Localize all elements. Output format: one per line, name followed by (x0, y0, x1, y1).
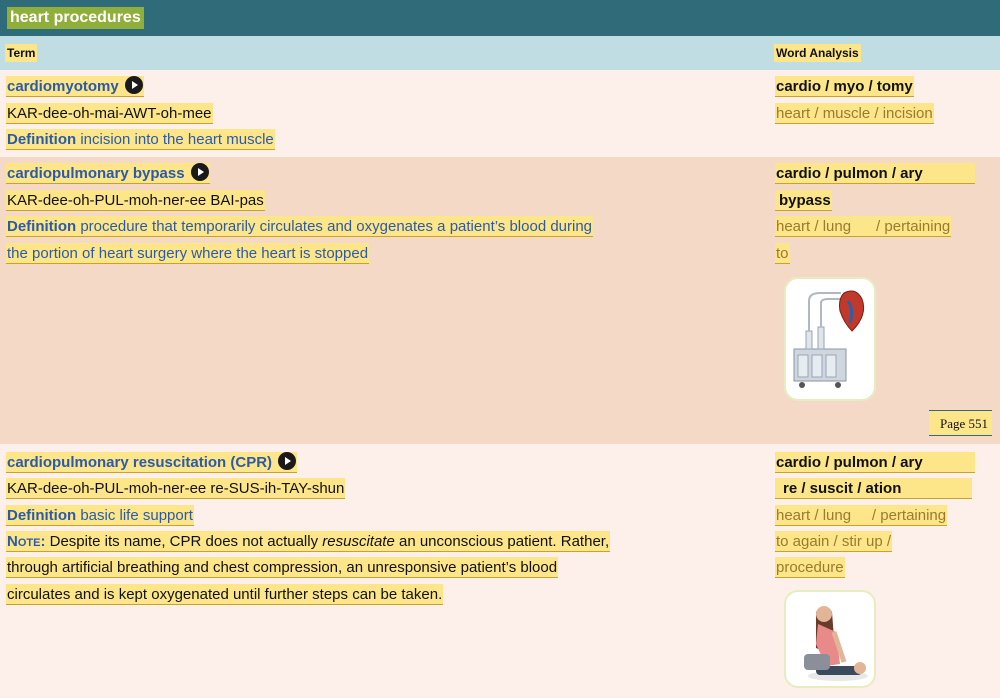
play-circle-icon[interactable] (191, 163, 209, 181)
definition (6, 505, 194, 526)
note-line-3: circulates and is kept oxygenated until further steps can be taken. (7, 586, 443, 603)
term-label: cardiopulmonary bypass (7, 165, 185, 182)
definition-text: incision into the heart muscle (80, 131, 274, 148)
entry-row-cpr (0, 444, 1000, 698)
word-analysis-parts: cardio / pulmon / ary (775, 452, 975, 473)
page-title: heart procedures (7, 7, 144, 29)
pronunciation: KAR-dee-oh-PUL-moh-ner-ee BAI-pas (7, 192, 264, 209)
word-analysis-meaning-2: to again / stir up / (776, 533, 892, 550)
term-link[interactable] (6, 163, 210, 184)
definition-text-continued: the portion of heart surgery where the heart is stopped (7, 245, 369, 262)
column-header-word-analysis: Word Analysis (776, 46, 859, 60)
note (6, 531, 610, 552)
note-text-end: an unconscious patient. Rather, (394, 533, 610, 550)
title-bar (0, 0, 1000, 36)
word-analysis-parts: cardio / pulmon / ary (775, 163, 975, 184)
word-analysis-meaning: heart / muscle / incision (776, 105, 933, 122)
definition-label: Definition (7, 131, 77, 148)
term-label: cardiopulmonary resuscitation (CPR) (7, 454, 273, 471)
note-text: Despite its name, CPR does not actually (49, 533, 323, 550)
column-header-bar (0, 36, 1000, 70)
word-analysis-meaning-3: procedure (776, 559, 844, 576)
entry-row-cardiopulmonary-bypass (0, 157, 1000, 444)
definition-label: Definition (7, 218, 77, 235)
play-circle-icon[interactable] (125, 76, 143, 94)
word-analysis-parts: cardio / myo / tomy (776, 78, 913, 95)
term-label: cardiomyotomy (7, 78, 119, 95)
definition-label: Definition (7, 507, 77, 524)
note-label: Note: (7, 533, 46, 550)
term-link[interactable] (6, 452, 297, 473)
entry-row-cardiomyotomy (0, 70, 1000, 157)
note-line-2: through artificial breathing and chest compression, an unresponsive patient’s blood (7, 559, 558, 576)
word-analysis-meaning-2: to (776, 245, 789, 262)
word-analysis-meaning: heart / lung / pertaining (776, 507, 947, 524)
column-header-term: Term (7, 46, 36, 60)
term-link[interactable] (6, 76, 144, 97)
play-circle-icon[interactable] (278, 452, 296, 470)
word-analysis-parts-2: bypass (775, 190, 832, 211)
note-emphasis: resuscitate (322, 533, 395, 550)
definition (6, 129, 275, 150)
definition (6, 216, 593, 237)
definition-text: procedure that temporarily circulates and oxygenates a patient’s blood during (80, 218, 593, 235)
pronunciation: KAR-dee-oh-mai-AWT-oh-mee (7, 105, 212, 122)
definition-text: basic life support (80, 507, 193, 524)
cpr-image (784, 590, 876, 688)
word-analysis-meaning: heart / lung / pertaining (776, 218, 951, 235)
pronunciation: KAR-dee-oh-PUL-moh-ner-ee re-SUS-ih-TAY-shun (7, 480, 345, 497)
bypass-machine-image (784, 277, 876, 401)
word-analysis-parts-2: re / suscit / ation (775, 478, 972, 499)
page-number[interactable]: Page 551 (929, 410, 992, 436)
